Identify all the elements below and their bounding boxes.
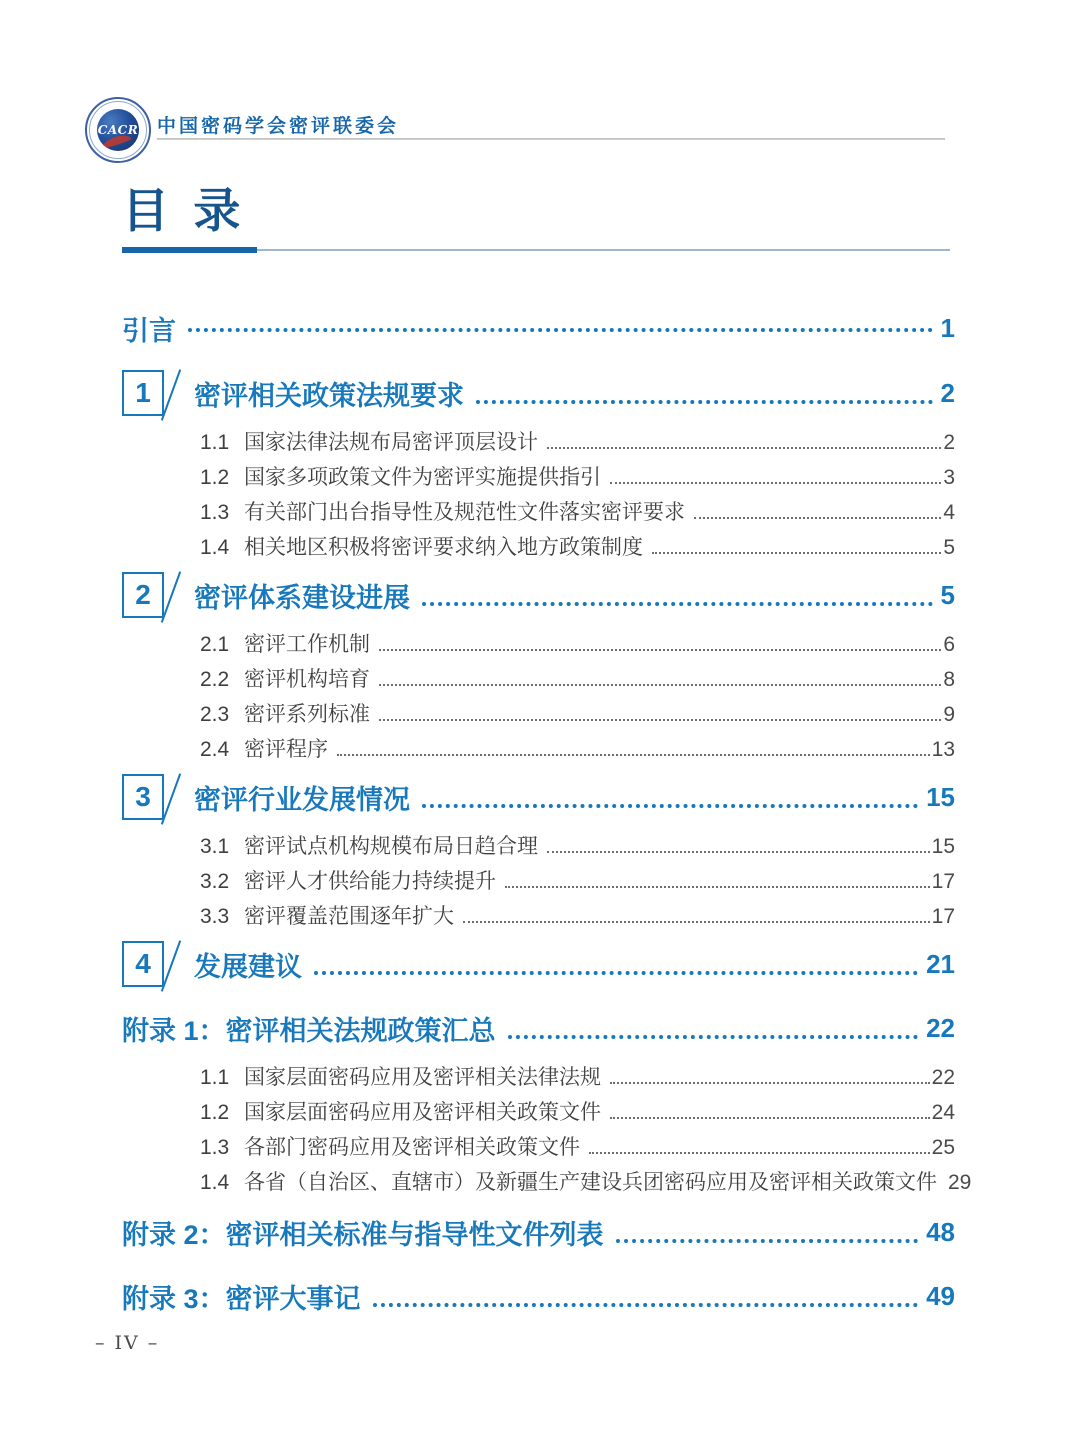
page-number-footer: – IV – (95, 1332, 160, 1354)
toc-entry-appendix-1[interactable] (122, 1003, 955, 1053)
subentry-title: 密评试点机构规模布局日趋合理 (244, 835, 538, 858)
subentry-number: 1.1 (200, 431, 230, 454)
toc-subentry-2-1[interactable] (122, 633, 955, 655)
dot-leader (547, 851, 930, 853)
dot-leader (188, 328, 933, 332)
toc-entry-page: 5 (940, 580, 955, 610)
subentry-page: 22 (931, 1066, 955, 1089)
dot-leader (337, 754, 930, 756)
subentry-page: 29 (948, 1171, 972, 1194)
toc-entry-title: 附录 3：密评大事记 (122, 1283, 361, 1314)
subentry-page: 24 (931, 1101, 955, 1124)
subentry-number: 2.2 (200, 668, 230, 691)
toc-subentry-3-3[interactable] (122, 905, 955, 927)
dot-leader (610, 1117, 930, 1119)
toc-entry-title: 附录 2：密评相关标准与指导性文件列表 (122, 1219, 604, 1250)
toc-subentry-1-2[interactable] (122, 466, 955, 488)
subentry-page: 3 (943, 466, 955, 489)
toc-entry-page: 21 (926, 949, 955, 979)
dot-leader (589, 1152, 930, 1154)
table-of-contents (122, 300, 972, 1321)
toc-entry-title: 密评相关政策法规要求 (194, 380, 464, 411)
toc-subentry-app1-2[interactable] (122, 1101, 955, 1123)
dot-leader (476, 400, 933, 404)
subentry-number: 1.3 (200, 501, 230, 524)
subentry-page: 2 (943, 431, 955, 454)
subentry-page: 4 (943, 501, 955, 524)
subentry-number: 3.2 (200, 870, 230, 893)
toc-entry-title: 密评行业发展情况 (194, 784, 410, 815)
cacr-logo-icon (85, 97, 151, 163)
chapter-number: 3 (135, 781, 151, 812)
toc-entry-chapter-3[interactable] (122, 772, 955, 822)
subentry-number: 1.4 (200, 536, 230, 559)
subentry-page: 17 (931, 905, 955, 928)
subentry-number: 3.3 (200, 905, 230, 928)
logo-core (97, 109, 139, 151)
toc-subentry-2-4[interactable] (122, 738, 955, 760)
title-divider-thin (257, 249, 950, 251)
chapter-number: 1 (135, 377, 151, 408)
toc-entry-page: 48 (926, 1217, 955, 1247)
dot-leader (463, 921, 930, 923)
subentry-number: 2.1 (200, 633, 230, 656)
title-divider-thick (122, 247, 257, 253)
toc-subentry-app1-4[interactable] (122, 1171, 972, 1194)
toc-entry-page: 49 (926, 1281, 955, 1311)
toc-entry-page: 15 (926, 782, 955, 812)
dot-leader (373, 1303, 919, 1307)
slash-decoration (161, 940, 181, 991)
dot-leader (379, 719, 941, 721)
dot-leader (379, 684, 941, 686)
toc-subentry-3-1[interactable] (122, 835, 955, 857)
toc-entry-page: 1 (940, 313, 955, 343)
subentry-page: 25 (931, 1136, 955, 1159)
toc-subentry-app1-3[interactable] (122, 1136, 955, 1158)
toc-entry-title: 发展建议 (194, 951, 302, 982)
dot-leader (610, 1082, 930, 1084)
chapter-number: 2 (135, 579, 151, 610)
toc-entry-chapter-2[interactable] (122, 570, 955, 620)
subentry-title: 各省（自治区、直辖市）及新疆生产建设兵团密码应用及密评相关政策文件 (244, 1171, 937, 1194)
toc-subentry-1-4[interactable] (122, 536, 955, 558)
organization-name: 中国密码学会密评联委会 (157, 116, 400, 137)
page-title: 目 录 (122, 184, 245, 239)
chapter-number: 4 (135, 948, 151, 979)
chapter-number-box (122, 774, 164, 820)
subentry-title: 密评覆盖范围逐年扩大 (244, 905, 454, 928)
subentry-page: 17 (931, 870, 955, 893)
subentry-title: 有关部门出台指导性及规范性文件落实密评要求 (244, 501, 685, 524)
dot-leader (379, 649, 941, 651)
dot-leader (616, 1239, 919, 1243)
toc-subentry-2-2[interactable] (122, 668, 955, 690)
subentry-page: 15 (931, 835, 955, 858)
subentry-title: 国家法律法规布局密评顶层设计 (244, 431, 538, 454)
subentry-number: 2.4 (200, 738, 230, 761)
dot-leader (547, 447, 941, 449)
chapter-number-box (122, 572, 164, 618)
subentry-title: 各部门密码应用及密评相关政策文件 (244, 1136, 580, 1159)
toc-entry-appendix-3[interactable] (122, 1271, 955, 1321)
subentry-number: 1.1 (200, 1066, 230, 1089)
toc-subentry-app1-1[interactable] (122, 1066, 955, 1088)
subentry-page: 9 (943, 703, 955, 726)
subentry-title: 相关地区积极将密评要求纳入地方政策制度 (244, 536, 643, 559)
title-divider (122, 247, 950, 253)
subentry-number: 1.2 (200, 466, 230, 489)
toc-entry-appendix-2[interactable] (122, 1207, 955, 1257)
subentry-number: 1.3 (200, 1136, 230, 1159)
toc-entry-intro[interactable] (122, 310, 955, 346)
dot-leader (508, 1035, 919, 1039)
subentry-title: 密评系列标准 (244, 703, 370, 726)
title-block (122, 186, 950, 253)
subentry-title: 密评工作机制 (244, 633, 370, 656)
toc-entry-title: 引言 (122, 315, 176, 346)
subentry-title: 密评程序 (244, 738, 328, 761)
chapter-number-box (122, 941, 164, 987)
subentry-title: 国家多项政策文件为密评实施提供指引 (244, 466, 601, 489)
toc-entry-page: 2 (940, 378, 955, 408)
toc-entry-title: 密评体系建设进展 (194, 582, 410, 613)
slash-decoration (161, 369, 181, 420)
toc-subentry-3-2[interactable] (122, 870, 955, 892)
subentry-title: 密评机构培育 (244, 668, 370, 691)
page-header (85, 97, 945, 167)
dot-leader (422, 602, 933, 606)
subentry-page: 8 (943, 668, 955, 691)
toc-entry-chapter-1[interactable] (122, 368, 955, 418)
dot-leader (505, 886, 930, 888)
subentry-number: 1.2 (200, 1101, 230, 1124)
dot-leader (314, 971, 918, 975)
toc-entry-chapter-4[interactable] (122, 939, 955, 989)
toc-entry-title: 附录 1：密评相关法规政策汇总 (122, 1015, 496, 1046)
chapter-number-box (122, 370, 164, 416)
slash-decoration (161, 571, 181, 622)
dot-leader (422, 804, 918, 808)
subentry-title: 国家层面密码应用及密评相关法律法规 (244, 1066, 601, 1089)
subentry-page: 6 (943, 633, 955, 656)
toc-subentry-1-1[interactable] (122, 431, 955, 453)
subentry-title: 密评人才供给能力持续提升 (244, 870, 496, 893)
subentry-number: 3.1 (200, 835, 230, 858)
dot-leader (610, 482, 941, 484)
subentry-page: 5 (943, 536, 955, 559)
logo-outer-ring (89, 101, 147, 159)
subentry-number: 2.3 (200, 703, 230, 726)
subentry-title: 国家层面密码应用及密评相关政策文件 (244, 1101, 601, 1124)
logo-text: CACR (97, 123, 139, 137)
dot-leader (694, 517, 941, 519)
subentry-number: 1.4 (200, 1171, 230, 1194)
header-divider (157, 138, 945, 140)
toc-subentry-1-3[interactable] (122, 501, 955, 523)
dot-leader (652, 552, 941, 554)
toc-subentry-2-3[interactable] (122, 703, 955, 725)
slash-decoration (161, 773, 181, 824)
toc-entry-page: 22 (926, 1013, 955, 1043)
subentry-page: 13 (931, 738, 955, 761)
